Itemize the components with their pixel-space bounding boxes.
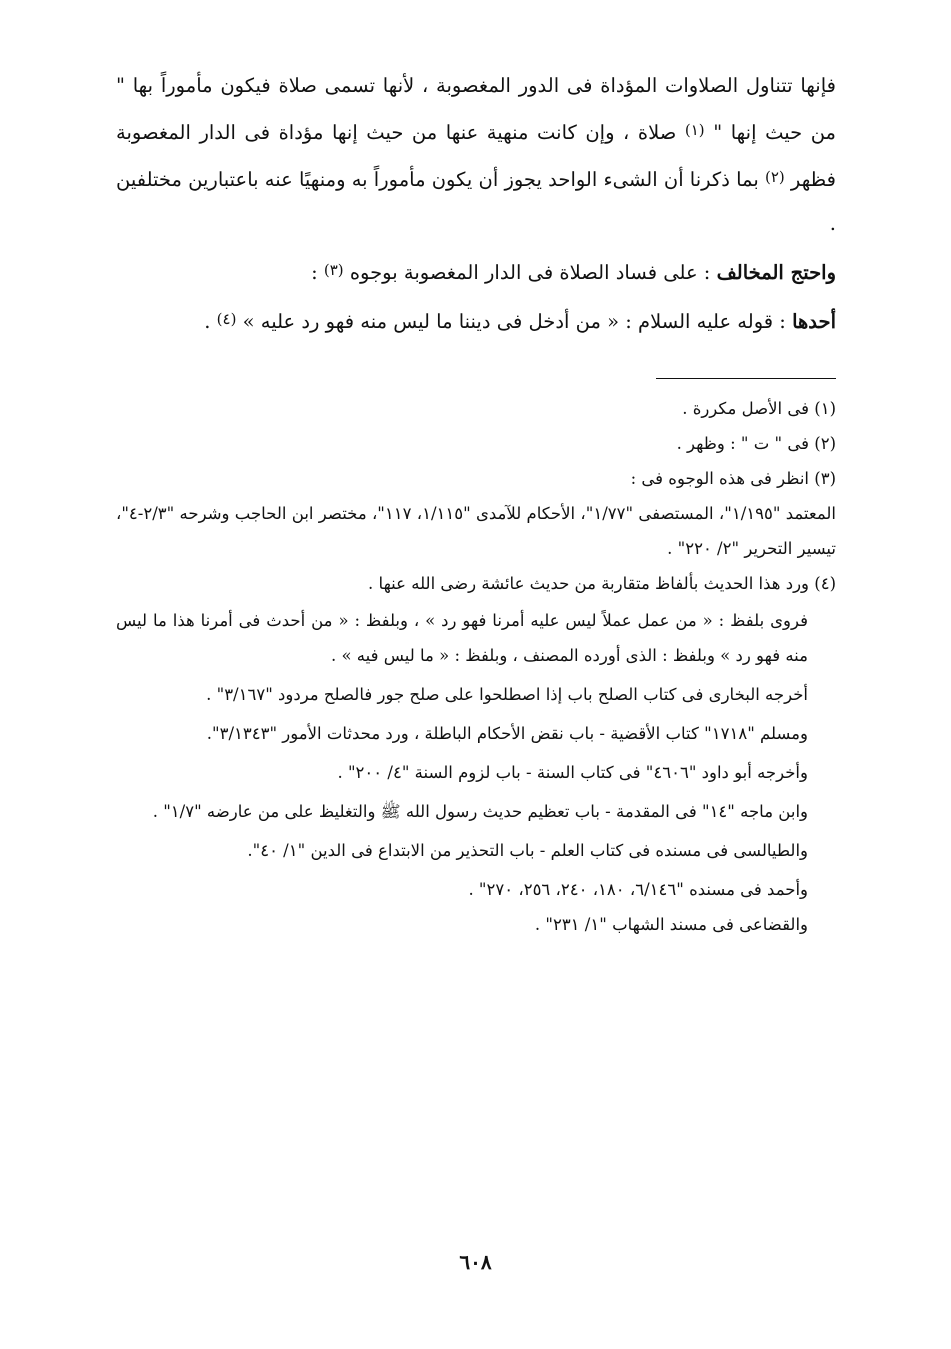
text-segment: صلاة ، وإن كانت منهية عنها من حيث إنها مؤداة فى الدار المغصوبة فظهر: [116, 121, 836, 191]
footnote-ref-4[interactable]: (٤): [216, 310, 237, 328]
footnote-4-line: فروى بلفظ : « من عمل عملاً ليس عليه أمرنا فهو رد » ، وبلفظ : « من أحدث فى أمرنا هذا ما ليس منه فهو رد » وبلفظ : الذى أورده المصنف ، وبلفظ : « ما ليس فيه » .: [116, 611, 808, 665]
footnote-ref-2[interactable]: (٢): [764, 168, 785, 186]
footnote-4-line: ومسلم "١٧١٨" كتاب الأقضية - باب نقض الأحكام الباطلة ، ورد محدثات الأمور "٣/١٣٤٣".: [206, 724, 808, 743]
page-number: ٦٠٨: [459, 1250, 492, 1274]
footnote-divider: [656, 378, 836, 379]
text-segment: .: [204, 310, 217, 333]
footnote-3-detail: المعتمد "١/١٩٥"، المستصفى "١/٧٧"، الأحكام للآمدى "١/١١٥، ١١٧"، مختصر ابن الحاجب وشرحه "٢/٣-٤"، تيسير التحرير "٢/ ٢٢٠" .: [116, 504, 837, 558]
footnote-ref-1[interactable]: (١): [684, 121, 705, 139]
page-content: [116, 64, 836, 942]
footnote-4-line: أخرجه البخارى فى كتاب الصلح باب إذا اصطلحوا على صلح جور فالصلح مردود "٣/١٦٧" .: [206, 685, 808, 704]
footnotes: [116, 391, 836, 942]
text-segment: : على فساد الصلاة فى الدار المغصوبة بوجوه: [343, 261, 717, 284]
footnote-4-line: والطيالسى فى مسنده فى كتاب العلم - باب التحذير من الابتداع فى الدين "١/ ٤٠".: [247, 841, 808, 860]
main-text: [116, 64, 836, 344]
footnote-ref-3[interactable]: (٣): [323, 261, 344, 279]
text-segment: : قوله عليه السلام : « من أدخل فى ديننا ما ليس منه فهو رد عليه »: [236, 310, 793, 333]
footnote-4-line: وابن ماجه "١٤" فى المقدمة - باب تعظيم حديث رسول الله ﷺ والتغليظ على من عارضه "١/٧" .: [152, 802, 808, 821]
footnote-4-line: والقضاعى فى مسند الشهاب "١/ ٢٣١" .: [534, 915, 808, 934]
text-segment: فإنها تتناول الصلاوات المؤداة فى الدور المغصوبة ، لأنها تسمى صلاة فيكون مأموراً بها " من حيث إنها ": [116, 74, 836, 144]
footnote-4: (٤) ورد هذا الحديث بألفاظ متقاربة من حديث عائشة رضى الله عنها .: [368, 574, 836, 593]
text-segment: :: [311, 261, 324, 284]
paragraph-lead: أحدها: [792, 310, 836, 333]
footnote-4-line: وأحمد فى مسنده "٦/١٤٦، ١٨٠، ٢٤٠، ٢٥٦، ٢٧٠" .: [468, 880, 808, 899]
paragraph-lead: واحتج المخالف: [716, 261, 836, 284]
paragraph-3: [116, 297, 836, 344]
footnote-3: (٣) انظر فى هذه الوجوه فى :: [630, 469, 836, 488]
footnote-2: (٢) فى " ت " : وظهر .: [676, 434, 836, 453]
footnote-4-line: وأخرجه أبو داود "٤٦٠٦" فى كتاب السنة - باب لزوم السنة "٤/ ٢٠٠" .: [337, 763, 808, 782]
text-segment: بما ذكرنا أن الشىء الواحد يجوز أن يكون مأموراً به ومنهيًا عنه باعتبارين مختلفين .: [116, 168, 836, 235]
footnote-1: (١) فى الأصل مكررة .: [682, 399, 836, 418]
paragraph-2: [116, 248, 836, 295]
paragraph-1: [116, 64, 836, 246]
